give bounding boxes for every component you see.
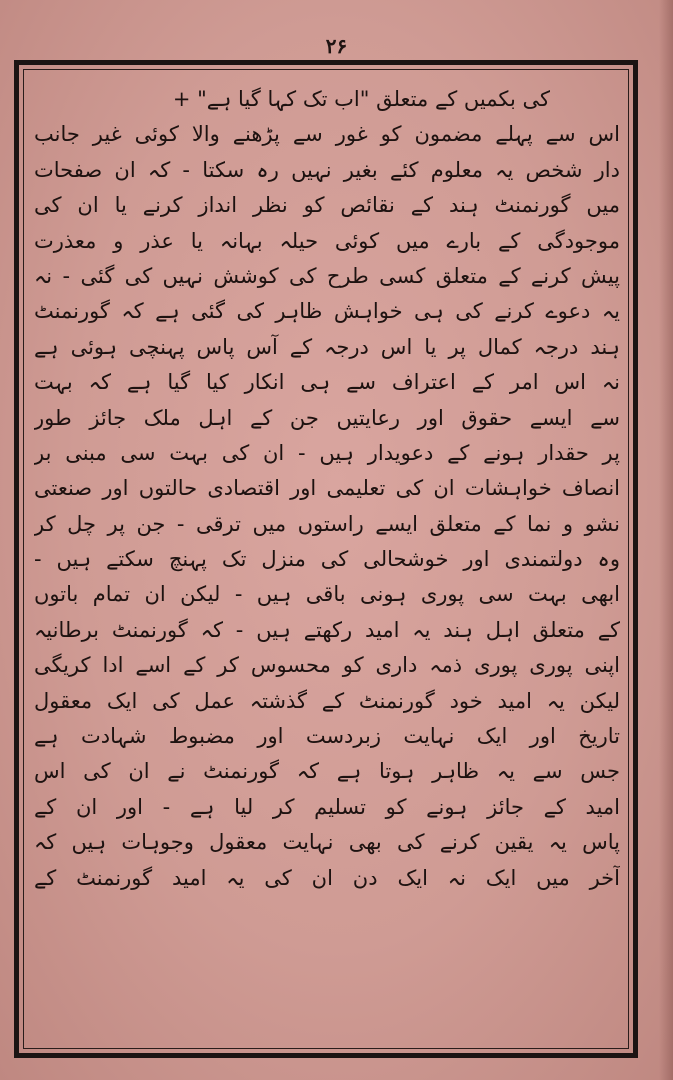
text-line: موجودگی کے بارے میں کوئی حیلہ بہانہ یا عذر و معذرت bbox=[34, 228, 620, 253]
text-line: کی بکمیں کے متعلق "اب تک کہا گیا ہے" + bbox=[172, 87, 550, 111]
page-edge-shadow bbox=[659, 0, 673, 1080]
text-line: نہ اس امر کے اعتراف سے ہی انکار کیا گیا ہے کہ بہت bbox=[34, 370, 620, 395]
text-line: دار شخص یہ معلوم کئے بغیر نہیں رہ سکتا - کہ ان صفحات bbox=[34, 157, 620, 182]
text-line: ابھی بہت سی پوری ہونی باقی ہیں - لیکن ان تمام باتوں bbox=[34, 582, 620, 607]
text-line: میں گورنمنٹ ہند کے نقائص کو نظر انداز کرنے یا ان کی bbox=[34, 193, 620, 218]
text-line: جس سے یہ ظاہر ہوتا ہے کہ گورنمنٹ نے ان کی اس bbox=[34, 759, 620, 784]
text-line: آخر میں ایک نہ ایک دن ان کی یہ امید گورنمنٹ کے bbox=[34, 865, 620, 890]
text-line: انصاف خواہشات ان کی تعلیمی اور اقتصادی حالتوں اور صنعتی bbox=[34, 476, 620, 501]
text-line: پیش کرنے کے متعلق کسی طرح کی کوشش نہیں کی گئی - نہ bbox=[34, 263, 620, 288]
text-line: نشو و نما کے متعلق ایسے راستوں میں ترقی - جن پر چل کر bbox=[34, 511, 620, 536]
text-line: امید کے جائز ہونے کو تسلیم کر لیا ہے - اور ان کے bbox=[34, 794, 620, 819]
text-line: پاس یہ یقین کرنے کی بھی نہایت معقول وجوہات ہیں کہ bbox=[34, 830, 620, 855]
page-number: ۲۶ bbox=[325, 34, 348, 58]
text-line: پر حقدار ہونے کے دعویدار ہیں - ان کی بہت سی مبنی بر bbox=[34, 440, 620, 465]
text-line: تاریخ اور ایک نہایت زبردست اور مضبوط شہادت ہے bbox=[34, 724, 620, 749]
text-line: ہند درجہ کمال پر یا اس درجہ کے آس پاس پہنچی ہوئی ہے bbox=[34, 334, 620, 359]
text-line: کے متعلق اہل ہند یہ امید رکھتے ہیں - کہ گورنمنٹ برطانیہ bbox=[34, 617, 620, 642]
text-line: لیکن یہ امید خود گورنمنٹ کے گذشتہ عمل کی ایک معقول bbox=[34, 688, 620, 713]
text-line: یہ دعوے کرنے کی ہی خواہش ظاہر کی گئی ہے کہ گورنمنٹ bbox=[34, 299, 620, 324]
text-line: اپنی پوری پوری ذمہ داری کو محسوس کر کے اسے ادا کریگی bbox=[34, 653, 620, 678]
text-line: اس سے پہلے مضمون کو غور سے پڑھنے والا کوئی غیر جانب bbox=[34, 122, 620, 147]
text-line: وہ دولتمندی اور خوشحالی کی منزل تک پہنچ سکتے ہیں - bbox=[34, 547, 620, 572]
page-text bbox=[34, 82, 620, 896]
text-line: سے ایسے حقوق اور رعایتیں جن کے اہل ملک جائز طور bbox=[34, 405, 620, 430]
